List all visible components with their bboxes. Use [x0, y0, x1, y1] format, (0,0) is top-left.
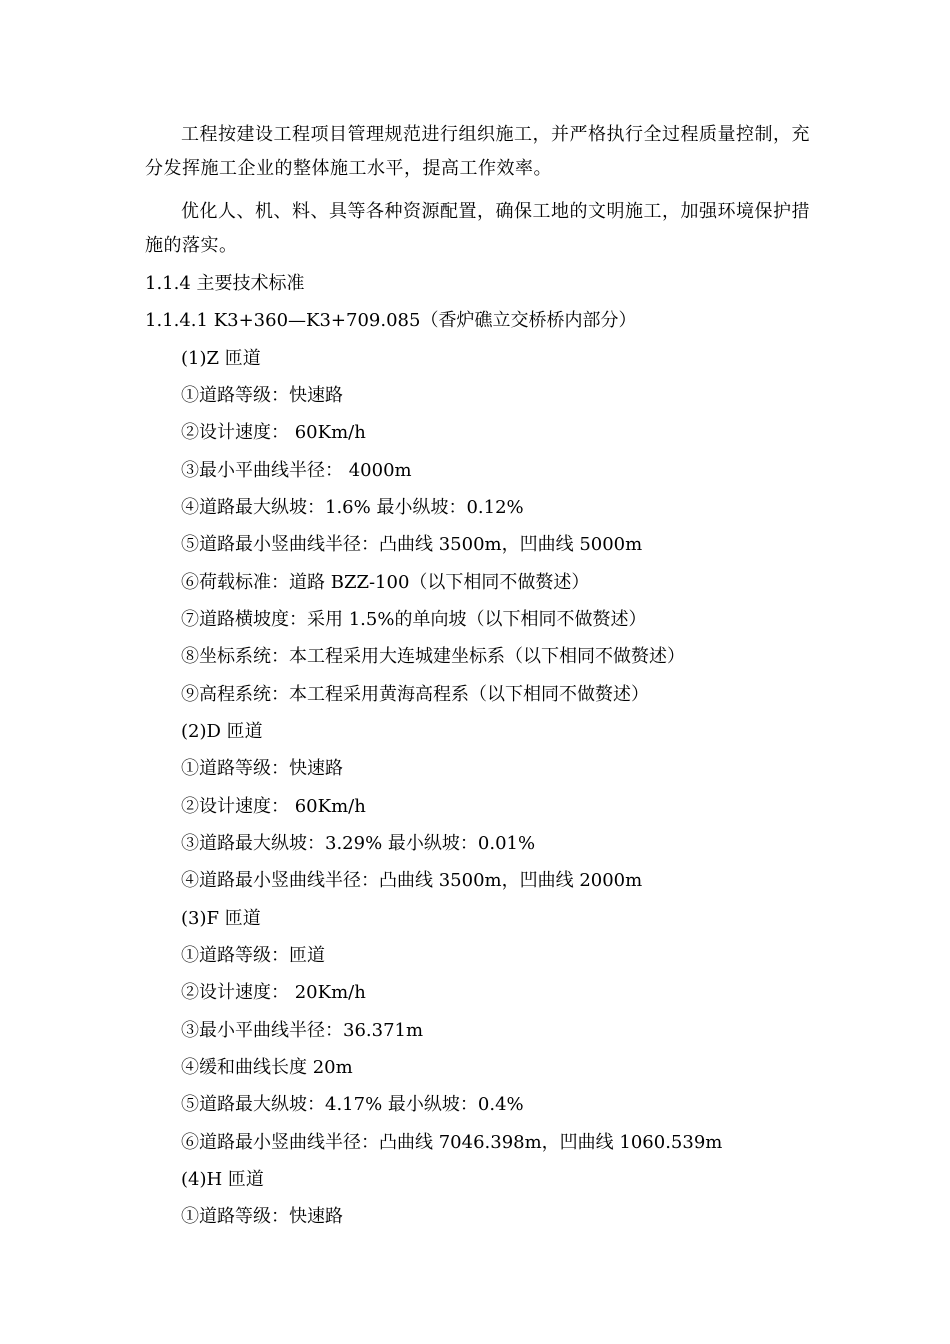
list-item: ⑨高程系统：本工程采用黄海高程系（以下相同不做赘述）: [181, 684, 649, 705]
list-item: ⑤道路最大纵坡：4.17% 最小纵坡：0.4%: [181, 1094, 524, 1115]
subsection-heading-k3-range: 1.1.4.1 K3+360—K3+709.085（香炉礁立交桥桥内部分）: [145, 310, 637, 331]
list-item: ③道路最大纵坡：3.29% 最小纵坡：0.01%: [181, 833, 536, 854]
list-item: ⑧坐标系统：本工程采用大连城建坐标系（以下相同不做赘述）: [181, 646, 685, 667]
list-item: ⑤道路最小竖曲线半径：凸曲线 3500m，凹曲线 5000m: [181, 534, 643, 555]
list-item: ⑦道路横坡度：采用 1.5%的单向坡（以下相同不做赘述）: [181, 609, 647, 630]
section-heading-main-standards: 1.1.4 主要技术标准: [145, 273, 305, 294]
list-item: ④缓和曲线长度 20m: [181, 1057, 353, 1078]
list-item: ②设计速度： 20Km/h: [181, 982, 366, 1003]
d-ramp-title: (2)D 匝道: [181, 721, 263, 742]
list-item: ②设计速度： 60Km/h: [181, 422, 366, 443]
list-item: ⑥道路最小竖曲线半径：凸曲线 7046.398m，凹曲线 1060.539m: [181, 1132, 723, 1153]
list-item: ③最小平曲线半径：36.371m: [181, 1020, 424, 1041]
list-item: ⑥荷载标准：道路 BZZ-100（以下相同不做赘述）: [181, 572, 590, 593]
list-item: ①道路等级：快速路: [181, 1206, 343, 1227]
list-item: ④道路最大纵坡：1.6% 最小纵坡：0.12%: [181, 497, 524, 518]
f-ramp-title: (3)F 匝道: [181, 908, 261, 929]
list-item: ④道路最小竖曲线半径：凸曲线 3500m，凹曲线 2000m: [181, 870, 643, 891]
list-item: ③最小平曲线半径： 4000m: [181, 460, 412, 481]
z-ramp-title: (1)Z 匝道: [181, 348, 261, 369]
list-item: ①道路等级：快速路: [181, 758, 343, 779]
paragraph-resource-optimization: 优化人、机、料、具等各种资源配置，确保工地的文明施工，加强环境保护措施的落实。: [145, 201, 810, 256]
paragraph-construction-management: 工程按建设工程项目管理规范进行组织施工，并严格执行全过程质量控制，充分发挥施工企业的整体施工水平，提高工作效率。: [145, 124, 810, 179]
list-item: ①道路等级：快速路: [181, 385, 343, 406]
h-ramp-title: (4)H 匝道: [181, 1169, 264, 1190]
list-item: ②设计速度： 60Km/h: [181, 796, 366, 817]
list-item: ①道路等级：匝道: [181, 945, 325, 966]
